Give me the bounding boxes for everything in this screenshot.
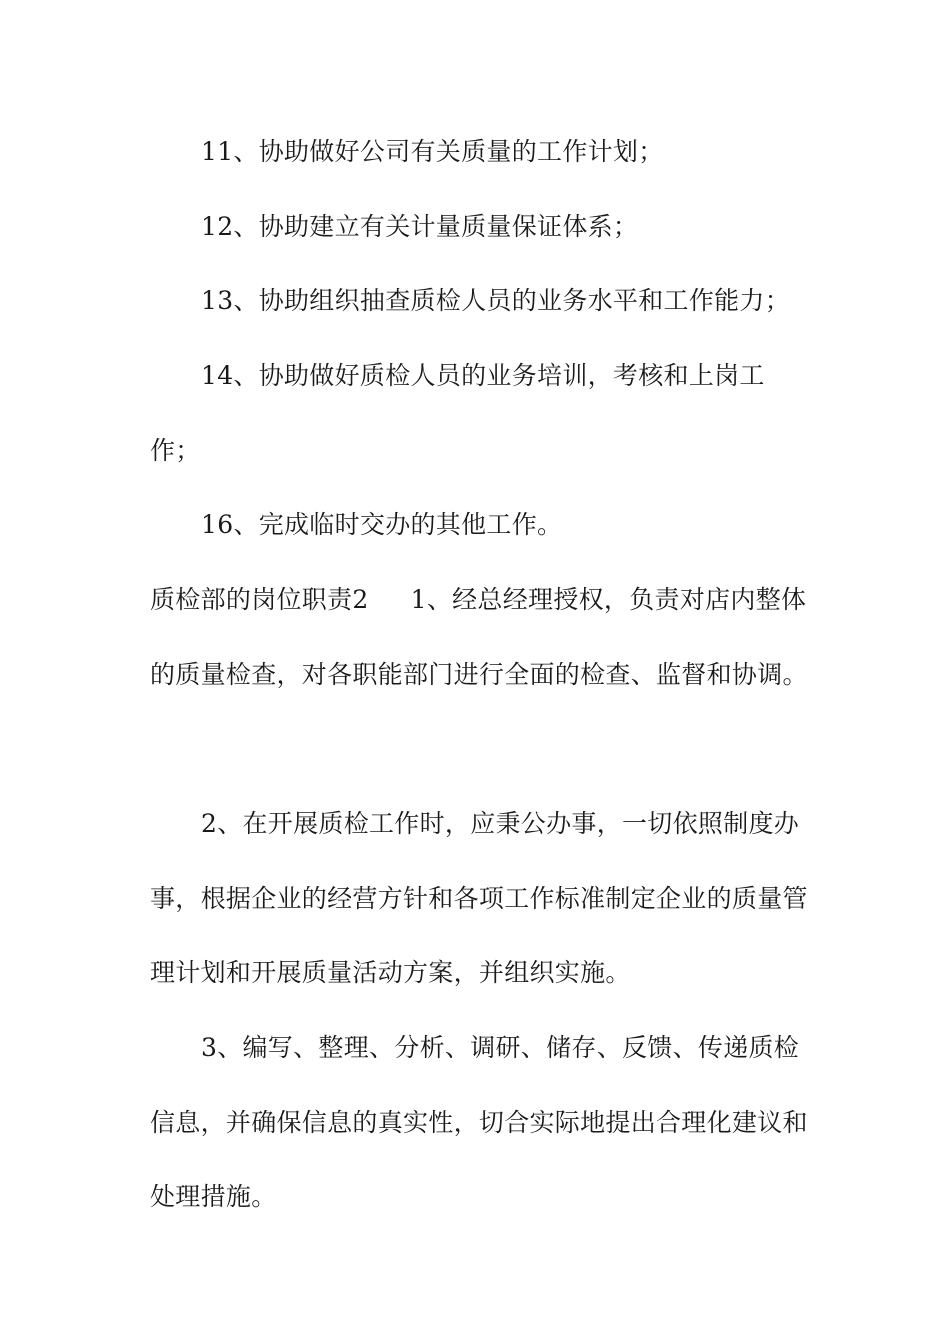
section-item-3: 3、编写、整理、分析、调研、储存、反馈、传递质检信息，并确保信息的真实性，切合实际地提出合理化建议和处理措施。 [150, 1033, 808, 1212]
duty-item-16: 16、完成临时交办的其他工作。 [201, 510, 563, 539]
section-paragraph [150, 563, 810, 712]
section-item-2: 2、在开展质检工作时，应秉公办事，一切依照制度办事，根据企业的经营方针和各项工作标准制定企业的质量管理计划和开展质量活动方案，并组织实施。 [150, 809, 808, 988]
section-item-1: 1、经总经理授权，负责对店内整体的质量检查，对各职能部门进行全面的检查、监督和协调。 [150, 585, 808, 689]
duty-item-12: 12、协助建立有关计量质量保证体系； [201, 212, 639, 241]
duty-item-11: 11、协助做好公司有关质量的工作计划； [201, 137, 664, 166]
duty-item-13: 13、协助组织抽查质检人员的业务水平和工作能力； [201, 286, 791, 315]
duty-item-14: 14、协助做好质检人员的业务培训，考核和上岗工作； [150, 361, 765, 465]
section-heading: 质检部的岗位职责2 [150, 585, 369, 614]
